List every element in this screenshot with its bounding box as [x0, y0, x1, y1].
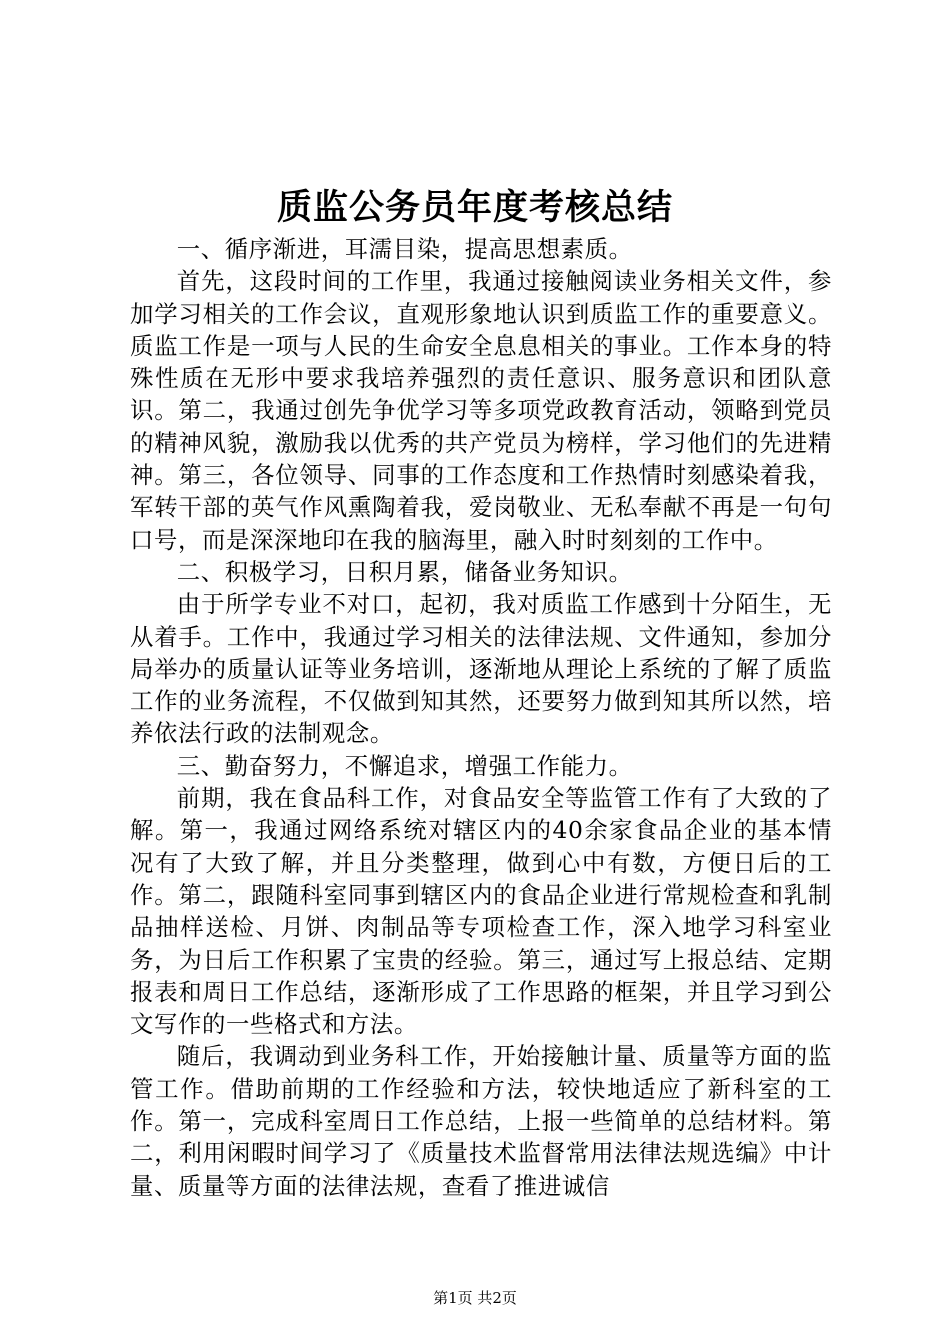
body-paragraph-4: 随后，我调动到业务科工作，开始接触计量、质量等方面的监管工作。借助前期的工作经验和方法，较快地适应了新科室的工作。第一，完成科室周日工作总结，上报一些简单的总结材料。第二，利用闲暇时间学习了《质量技术监督常用法律法规选编》中计量、质量等方面的法律法规，查看了推进诚信: [130, 1042, 832, 1200]
section-heading-3: 三、勤奋努力，不懈追求，增强工作能力。: [176, 751, 633, 780]
section-heading-1: 一、循序渐进，耳濡目染，提高思想素质。: [176, 235, 633, 263]
body-paragraph-3: 前期，我在食品科工作，对食品安全等监管工作有了大致的了解。第一，我通过网络系统对辖区内的40余家食品企业的基本情况有了大致了解，并且分类整理，做到心中有数，方便日后的工作。第二，跟随科室同事到辖区内的食品企业进行常规检查和乳制品抽样送检、月饼、肉制品等专项检查工作，深入地学习科室业务，为日后工作积累了宝贵的经验。第三，通过写上报总结、定期报表和周日工作总结，逐渐形成了工作思路的框架，并且学习到公文写作的一些格式和方法。: [130, 784, 832, 1039]
section-heading-2: 二、积极学习，日积月累，储备业务知识。: [176, 557, 633, 586]
document-body: [130, 233, 832, 1202]
body-paragraph-1: 首先，这段时间的工作里，我通过接触阅读业务相关文件，参加学习相关的工作会议，直观形象地认识到质监工作的重要意义。质监工作是一项与人民的生命安全息息相关的事业。工作本身的特殊性质在无形中要求我培养强烈的责任意识、服务意识和团队意识。第二，我通过创先争优学习等多项党政教育活动，领略到党员的精神风貌，激励我以优秀的共产党员为榜样，学习他们的先进精神。第三，各位领导、同事的工作态度和工作热情时刻感染着我，军转干部的英气作风熏陶着我，爱岗敬业、无私奉献不再是一句句口号，而是深深地印在我的脑海里，融入时时刻刻的工作中。: [130, 267, 832, 554]
page-number-footer: 第1页 共2页: [433, 1289, 517, 1307]
document-title: 质监公务员年度考核总结: [276, 187, 673, 228]
body-paragraph-2: 由于所学专业不对口，起初，我对质监工作感到十分陌生，无从着手。工作中，我通过学习相关的法律法规、文件通知，参加分局举办的质量认证等业务培训，逐渐地从理论上系统的了解了质监工作的业务流程，不仅做到知其然，还要努力做到知其所以然，培养依法行政的法制观念。: [130, 590, 832, 748]
